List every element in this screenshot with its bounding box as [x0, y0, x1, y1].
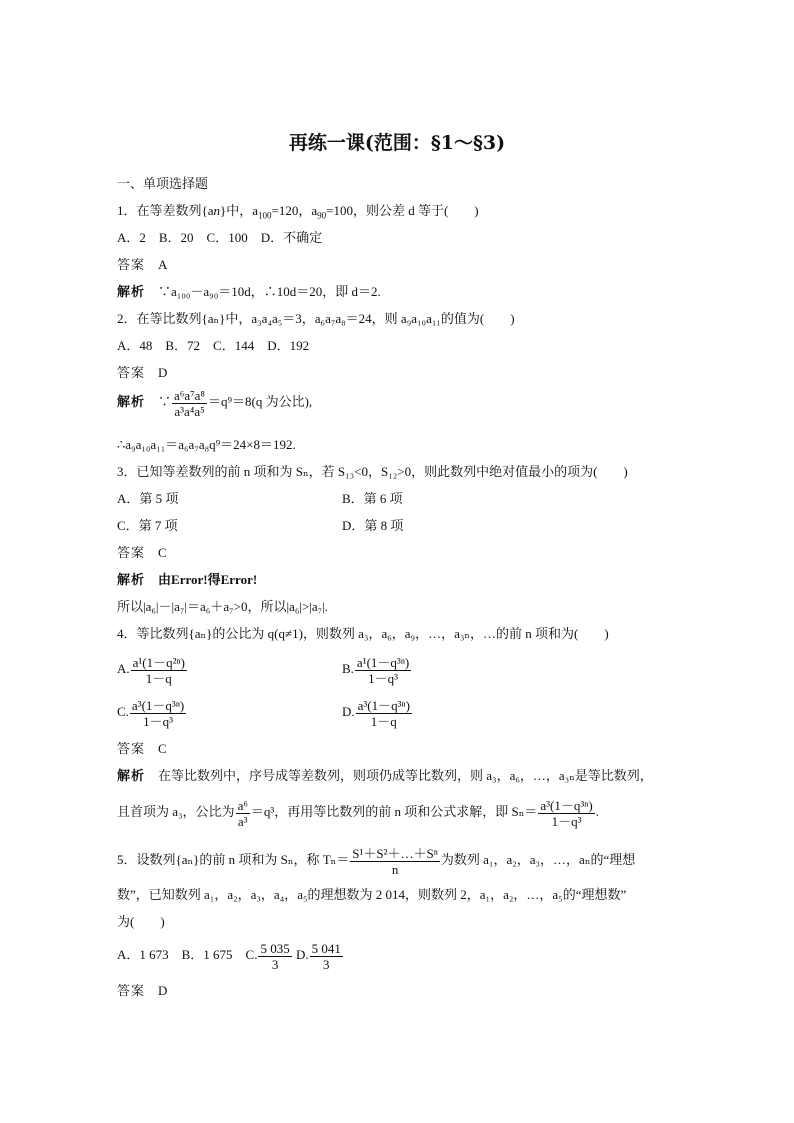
- q2-options: A．48 B．72 C．144 D．192: [117, 338, 310, 353]
- q4-option-d: D. $\frac{\text{a³(1－q³ⁿ)}}{1-q}$: [342, 697, 410, 729]
- q5-stem-3: 为( ): [117, 914, 165, 929]
- q5-options: A．1 673 B．1 675 C. $\frac{5 035}{3}$ D. $\frac{5 041}{3}$: [117, 940, 341, 972]
- q3-answer: 答案 C: [117, 545, 167, 560]
- q4-answer: 答案 C: [117, 741, 167, 756]
- q1-answer: 答案 A: [117, 257, 168, 272]
- section-heading: 一、单项选择题: [117, 176, 209, 191]
- q2-stem: 2．在等比数列{aₙ}中，a₃a₄a₅＝3，a₆a₇a₈＝24，则 a₉a₁₀a₁₁的值为( ): [117, 311, 515, 326]
- q3-option-b: B．第 6 项: [342, 491, 403, 506]
- q3-option-a: A．第 5 项: [117, 491, 179, 506]
- q3-analysis: 解析 由Error!得Error!: [117, 572, 258, 587]
- q4-stem: 4．等比数列{aₙ}的公比为 q(q≠1)，则数列 a₃，a₆，a₉，…，a₃ₙ，…的前 n 项和为( ): [117, 626, 609, 641]
- q3-stem: 3．已知等差数列的前 n 项和为 Sₙ，若 S₁₃<0，S₁₂>0，则此数列中绝对值最小的项为( ): [117, 464, 628, 479]
- q4-analysis: 解析 在等比数列中，序号成等差数列，则项仍成等比数列，则 a₃，a₆，…，a₃ₙ是等比数列，: [117, 768, 653, 783]
- q4-analysis-2: 且首项为 a₃，公比为 $\frac{\text{a⁶}}{\text{a³}}$ ＝q³，再用等比数列的前 n 项和公式求解，即 Sₙ＝ $\frac{\text{a³(1－q³ⁿ)}}{\text{1－q³}}$ .: [117, 797, 599, 829]
- q5-stem-2: 数”，已知数列 a₁，a₂，a₃，a₄，a₅的理想数为 2 014，则数列 2，a₁，a₂，…，a₅的“理想数”: [117, 887, 627, 902]
- q5-answer: 答案 D: [117, 983, 168, 998]
- q1-options: A．2 B．20 C．100 D．不确定: [117, 230, 323, 245]
- q1-stem: 1．在等差数列{an}中，$a_{100}=120$，$a_{90}=100$，则公差 d 等于( ): [117, 203, 479, 221]
- q3-option-d: D．第 8 项: [342, 518, 404, 533]
- q2-fraction: $\frac{\text{a⁶a⁷a⁸}}{\text{a³a⁴a⁵}}$: [174, 387, 205, 419]
- q2-analysis: 解析 ∵ $\frac{\text{a⁶a⁷a⁸}}{\text{a³a⁴a⁵}}$ ＝q⁹＝8(q 为公比),: [117, 387, 313, 419]
- q4-option-c: C. $\frac{\text{a³(1－q³ⁿ)}}{\text{1－q³}}$: [117, 697, 185, 729]
- q3-option-c: C．第 7 项: [117, 518, 178, 533]
- q2-answer: 答案 D: [117, 365, 168, 380]
- q2-analysis-2: ∴a₉a₁₀a₁₁＝a₆a₇a₈q⁹＝24×8＝192.: [117, 437, 296, 452]
- q4-option-b: B. $\frac{\text{a¹(1－q³ⁿ)}}{\text{1－q³}}$: [342, 654, 410, 686]
- q5-stem: 5．设数列{aₙ}的前 n 项和为 Sₙ，称 Tₙ＝ $\frac{\text{S¹＋S²＋…＋Sⁿ}}{n}$ 为数列 a₁，a₂，a₃，…，aₙ的“理想: [117, 845, 636, 877]
- page-title: 再练一课(范围：§1～§3): [288, 132, 506, 154]
- q1-analysis: 解析 ∵a₁₀₀－a₉₀＝10d，∴10d＝20，即 d＝2.: [117, 284, 381, 299]
- q4-option-a: A. $\frac{\text{a¹(1－q²ⁿ)}}{1-q}$: [117, 654, 185, 686]
- q3-analysis-2: 所以|a₆|－|a₇|＝a₆＋a₇>0，所以|a₆|>|a₇|.: [117, 599, 329, 614]
